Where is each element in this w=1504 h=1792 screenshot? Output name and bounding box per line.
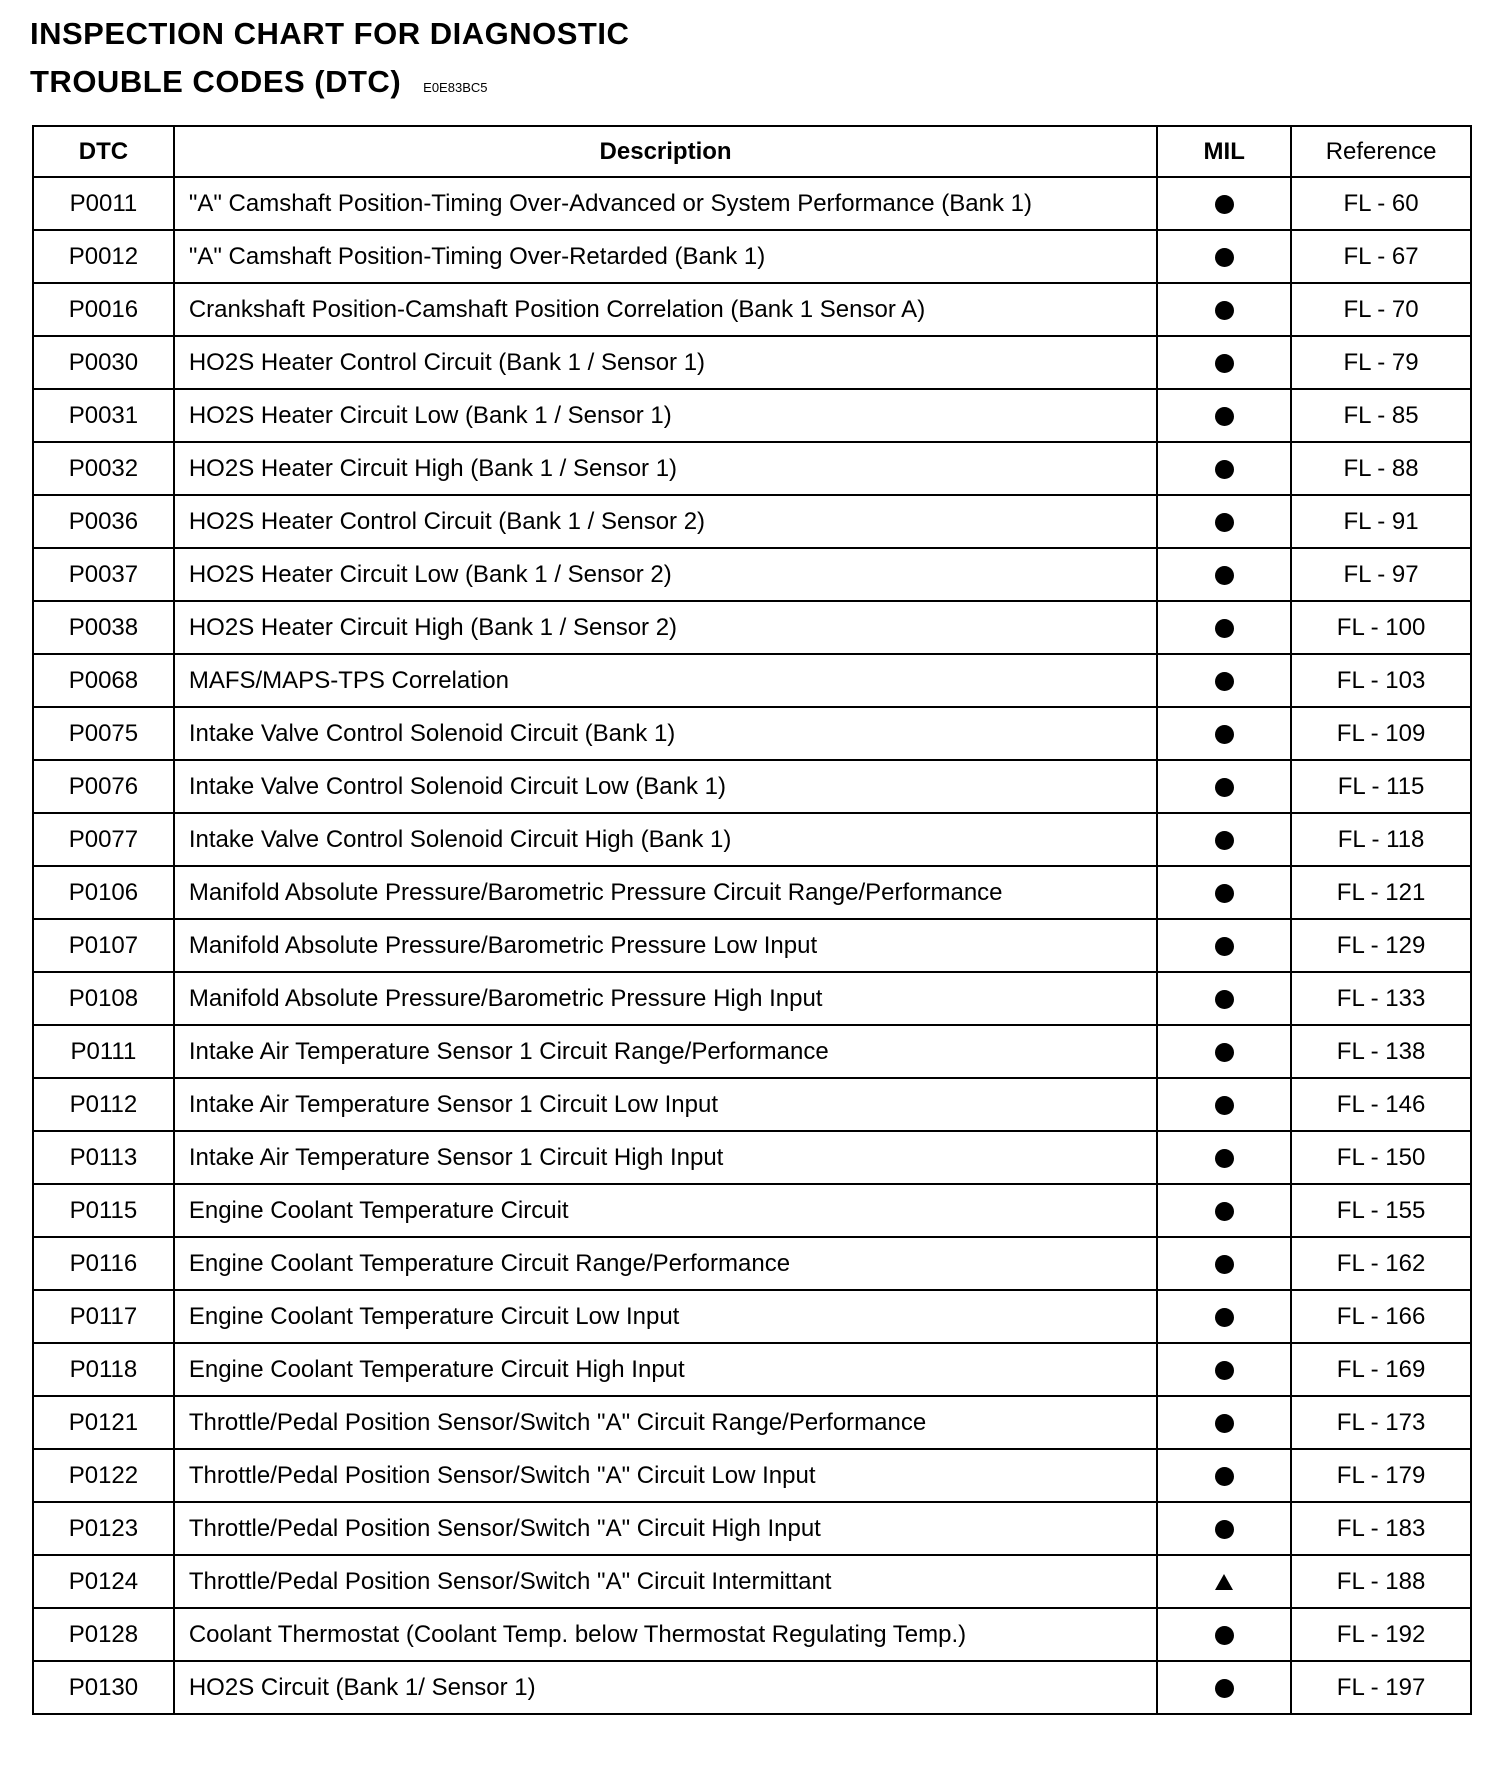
- reference-cell: FL - 67: [1291, 230, 1471, 283]
- reference-cell: FL - 79: [1291, 336, 1471, 389]
- mil-cell: [1157, 1502, 1291, 1555]
- reference-cell: FL - 138: [1291, 1025, 1471, 1078]
- reference-cell: FL - 109: [1291, 707, 1471, 760]
- dtc-cell: P0038: [33, 601, 174, 654]
- mil-cell: [1157, 230, 1291, 283]
- mil-cell: [1157, 1025, 1291, 1078]
- dot-icon: [1215, 1096, 1234, 1115]
- reference-cell: FL - 121: [1291, 866, 1471, 919]
- dtc-cell: P0031: [33, 389, 174, 442]
- reference-cell: FL - 118: [1291, 813, 1471, 866]
- dot-icon: [1215, 1679, 1234, 1698]
- dtc-cell: P0118: [33, 1343, 174, 1396]
- dtc-cell: P0122: [33, 1449, 174, 1502]
- dot-icon: [1215, 1361, 1234, 1380]
- dtc-cell: P0113: [33, 1131, 174, 1184]
- table-row: [33, 601, 1471, 654]
- dot-icon: [1215, 407, 1234, 426]
- mil-cell: [1157, 1078, 1291, 1131]
- mil-cell: [1157, 1661, 1291, 1714]
- dtc-cell: P0116: [33, 1237, 174, 1290]
- dot-icon: [1215, 1149, 1234, 1168]
- dtc-cell: P0117: [33, 1290, 174, 1343]
- dtc-cell: P0124: [33, 1555, 174, 1608]
- mil-cell: [1157, 972, 1291, 1025]
- description-cell: HO2S Heater Circuit High (Bank 1 / Sensor 2): [174, 601, 1157, 654]
- table-header-row: [33, 126, 1471, 177]
- mil-cell: [1157, 283, 1291, 336]
- dot-icon: [1215, 884, 1234, 903]
- reference-cell: FL - 115: [1291, 760, 1471, 813]
- description-cell: Engine Coolant Temperature Circuit: [174, 1184, 1157, 1237]
- table-row: [33, 1661, 1471, 1714]
- description-cell: "A" Camshaft Position-Timing Over-Advanced or System Performance (Bank 1): [174, 177, 1157, 230]
- reference-cell: FL - 166: [1291, 1290, 1471, 1343]
- dot-icon: [1215, 1202, 1234, 1221]
- reference-cell: FL - 60: [1291, 177, 1471, 230]
- dtc-cell: P0123: [33, 1502, 174, 1555]
- page-title-text: TROUBLE CODES (DTC): [30, 64, 402, 99]
- description-cell: Engine Coolant Temperature Circuit Range/Performance: [174, 1237, 1157, 1290]
- reference-cell: FL - 97: [1291, 548, 1471, 601]
- mil-cell: [1157, 1608, 1291, 1661]
- table-row: [33, 1396, 1471, 1449]
- reference-cell: FL - 150: [1291, 1131, 1471, 1184]
- table-row: [33, 283, 1471, 336]
- dot-icon: [1215, 354, 1234, 373]
- mil-cell: [1157, 866, 1291, 919]
- mil-cell: [1157, 813, 1291, 866]
- table-row: [33, 1502, 1471, 1555]
- reference-cell: FL - 197: [1291, 1661, 1471, 1714]
- table-row: [33, 1131, 1471, 1184]
- reference-cell: FL - 192: [1291, 1608, 1471, 1661]
- dot-icon: [1215, 990, 1234, 1009]
- table-row: [33, 442, 1471, 495]
- table-row: [33, 760, 1471, 813]
- mil-cell: [1157, 1449, 1291, 1502]
- dot-icon: [1215, 1414, 1234, 1433]
- reference-cell: FL - 162: [1291, 1237, 1471, 1290]
- description-cell: Engine Coolant Temperature Circuit High Input: [174, 1343, 1157, 1396]
- dtc-cell: P0106: [33, 866, 174, 919]
- reference-cell: FL - 188: [1291, 1555, 1471, 1608]
- dot-icon: [1215, 566, 1234, 585]
- table-row: [33, 866, 1471, 919]
- dot-icon: [1215, 1308, 1234, 1327]
- mil-cell: [1157, 389, 1291, 442]
- description-cell: HO2S Heater Circuit Low (Bank 1 / Sensor 1): [174, 389, 1157, 442]
- reference-cell: FL - 100: [1291, 601, 1471, 654]
- dot-icon: [1215, 725, 1234, 744]
- header-reference: Reference: [1291, 126, 1471, 177]
- header-mil: MIL: [1157, 126, 1291, 177]
- reference-cell: FL - 169: [1291, 1343, 1471, 1396]
- dtc-cell: P0036: [33, 495, 174, 548]
- mil-cell: [1157, 495, 1291, 548]
- dtc-cell: P0112: [33, 1078, 174, 1131]
- table-row: [33, 654, 1471, 707]
- dtc-cell: P0111: [33, 1025, 174, 1078]
- dot-icon: [1215, 460, 1234, 479]
- mil-cell: [1157, 1343, 1291, 1396]
- dtc-cell: P0068: [33, 654, 174, 707]
- table-row: [33, 1184, 1471, 1237]
- page-title-line2: [30, 64, 487, 100]
- table-row: [33, 548, 1471, 601]
- description-cell: Intake Air Temperature Sensor 1 Circuit Range/Performance: [174, 1025, 1157, 1078]
- description-cell: HO2S Heater Circuit Low (Bank 1 / Sensor 2): [174, 548, 1157, 601]
- description-cell: Coolant Thermostat (Coolant Temp. below Thermostat Regulating Temp.): [174, 1608, 1157, 1661]
- dtc-cell: P0030: [33, 336, 174, 389]
- mil-cell: [1157, 601, 1291, 654]
- table-row: [33, 1449, 1471, 1502]
- dtc-table: [32, 125, 1472, 1715]
- mil-cell: [1157, 760, 1291, 813]
- dtc-cell: P0128: [33, 1608, 174, 1661]
- mil-cell: [1157, 1290, 1291, 1343]
- reference-cell: FL - 179: [1291, 1449, 1471, 1502]
- reference-cell: FL - 70: [1291, 283, 1471, 336]
- reference-cell: FL - 129: [1291, 919, 1471, 972]
- table-row: [33, 813, 1471, 866]
- dtc-cell: P0108: [33, 972, 174, 1025]
- dtc-cell: P0037: [33, 548, 174, 601]
- dot-icon: [1215, 778, 1234, 797]
- table-row: [33, 707, 1471, 760]
- description-cell: Intake Valve Control Solenoid Circuit (Bank 1): [174, 707, 1157, 760]
- table-row: [33, 1555, 1471, 1608]
- dot-icon: [1215, 1255, 1234, 1274]
- dot-icon: [1215, 195, 1234, 214]
- reference-cell: FL - 155: [1291, 1184, 1471, 1237]
- triangle-icon: [1215, 1574, 1233, 1590]
- dtc-cell: P0077: [33, 813, 174, 866]
- dtc-cell: P0121: [33, 1396, 174, 1449]
- description-cell: Manifold Absolute Pressure/Barometric Pressure Circuit Range/Performance: [174, 866, 1157, 919]
- dot-icon: [1215, 1626, 1234, 1645]
- mil-cell: [1157, 654, 1291, 707]
- header-description: Description: [174, 126, 1157, 177]
- description-cell: Manifold Absolute Pressure/Barometric Pressure High Input: [174, 972, 1157, 1025]
- dot-icon: [1215, 619, 1234, 638]
- dot-icon: [1215, 513, 1234, 532]
- dtc-cell: P0075: [33, 707, 174, 760]
- description-cell: "A" Camshaft Position-Timing Over-Retarded (Bank 1): [174, 230, 1157, 283]
- table-row: [33, 230, 1471, 283]
- reference-cell: FL - 85: [1291, 389, 1471, 442]
- dot-icon: [1215, 1467, 1234, 1486]
- reference-cell: FL - 133: [1291, 972, 1471, 1025]
- table-row: [33, 1290, 1471, 1343]
- document-code: E0E83BC5: [423, 80, 488, 95]
- dtc-cell: P0011: [33, 177, 174, 230]
- mil-cell: [1157, 336, 1291, 389]
- mil-cell: [1157, 1555, 1291, 1608]
- description-cell: Engine Coolant Temperature Circuit Low Input: [174, 1290, 1157, 1343]
- reference-cell: FL - 88: [1291, 442, 1471, 495]
- table-row: [33, 336, 1471, 389]
- table-row: [33, 1343, 1471, 1396]
- table-row: [33, 177, 1471, 230]
- description-cell: Throttle/Pedal Position Sensor/Switch "A" Circuit Low Input: [174, 1449, 1157, 1502]
- dtc-cell: P0012: [33, 230, 174, 283]
- mil-cell: [1157, 548, 1291, 601]
- description-cell: Intake Valve Control Solenoid Circuit High (Bank 1): [174, 813, 1157, 866]
- dot-icon: [1215, 831, 1234, 850]
- dot-icon: [1215, 937, 1234, 956]
- description-cell: HO2S Circuit (Bank 1/ Sensor 1): [174, 1661, 1157, 1714]
- description-cell: Crankshaft Position-Camshaft Position Correlation (Bank 1 Sensor A): [174, 283, 1157, 336]
- mil-cell: [1157, 1131, 1291, 1184]
- table-row: [33, 1608, 1471, 1661]
- dtc-cell: P0032: [33, 442, 174, 495]
- mil-cell: [1157, 177, 1291, 230]
- reference-cell: FL - 146: [1291, 1078, 1471, 1131]
- description-cell: Intake Air Temperature Sensor 1 Circuit High Input: [174, 1131, 1157, 1184]
- mil-cell: [1157, 919, 1291, 972]
- table-row: [33, 495, 1471, 548]
- description-cell: Throttle/Pedal Position Sensor/Switch "A" Circuit Intermittant: [174, 1555, 1157, 1608]
- description-cell: MAFS/MAPS-TPS Correlation: [174, 654, 1157, 707]
- description-cell: HO2S Heater Control Circuit (Bank 1 / Sensor 2): [174, 495, 1157, 548]
- table-row: [33, 1237, 1471, 1290]
- mil-cell: [1157, 1184, 1291, 1237]
- table-row: [33, 389, 1471, 442]
- dtc-cell: P0076: [33, 760, 174, 813]
- page-title-line1: INSPECTION CHART FOR DIAGNOSTIC: [30, 16, 630, 51]
- dot-icon: [1215, 1043, 1234, 1062]
- mil-cell: [1157, 442, 1291, 495]
- reference-cell: FL - 103: [1291, 654, 1471, 707]
- description-cell: HO2S Heater Control Circuit (Bank 1 / Sensor 1): [174, 336, 1157, 389]
- dtc-cell: P0016: [33, 283, 174, 336]
- table-row: [33, 1078, 1471, 1131]
- dtc-cell: P0115: [33, 1184, 174, 1237]
- description-cell: Throttle/Pedal Position Sensor/Switch "A" Circuit Range/Performance: [174, 1396, 1157, 1449]
- table-row: [33, 972, 1471, 1025]
- description-cell: Intake Valve Control Solenoid Circuit Low (Bank 1): [174, 760, 1157, 813]
- dot-icon: [1215, 1520, 1234, 1539]
- reference-cell: FL - 183: [1291, 1502, 1471, 1555]
- dot-icon: [1215, 301, 1234, 320]
- mil-cell: [1157, 1396, 1291, 1449]
- description-cell: HO2S Heater Circuit High (Bank 1 / Sensor 1): [174, 442, 1157, 495]
- dot-icon: [1215, 248, 1234, 267]
- dtc-cell: P0130: [33, 1661, 174, 1714]
- description-cell: Manifold Absolute Pressure/Barometric Pressure Low Input: [174, 919, 1157, 972]
- description-cell: Throttle/Pedal Position Sensor/Switch "A" Circuit High Input: [174, 1502, 1157, 1555]
- table-row: [33, 919, 1471, 972]
- reference-cell: FL - 91: [1291, 495, 1471, 548]
- mil-cell: [1157, 707, 1291, 760]
- mil-cell: [1157, 1237, 1291, 1290]
- table-row: [33, 1025, 1471, 1078]
- dot-icon: [1215, 672, 1234, 691]
- dtc-cell: P0107: [33, 919, 174, 972]
- reference-cell: FL - 173: [1291, 1396, 1471, 1449]
- header-dtc: DTC: [33, 126, 174, 177]
- description-cell: Intake Air Temperature Sensor 1 Circuit Low Input: [174, 1078, 1157, 1131]
